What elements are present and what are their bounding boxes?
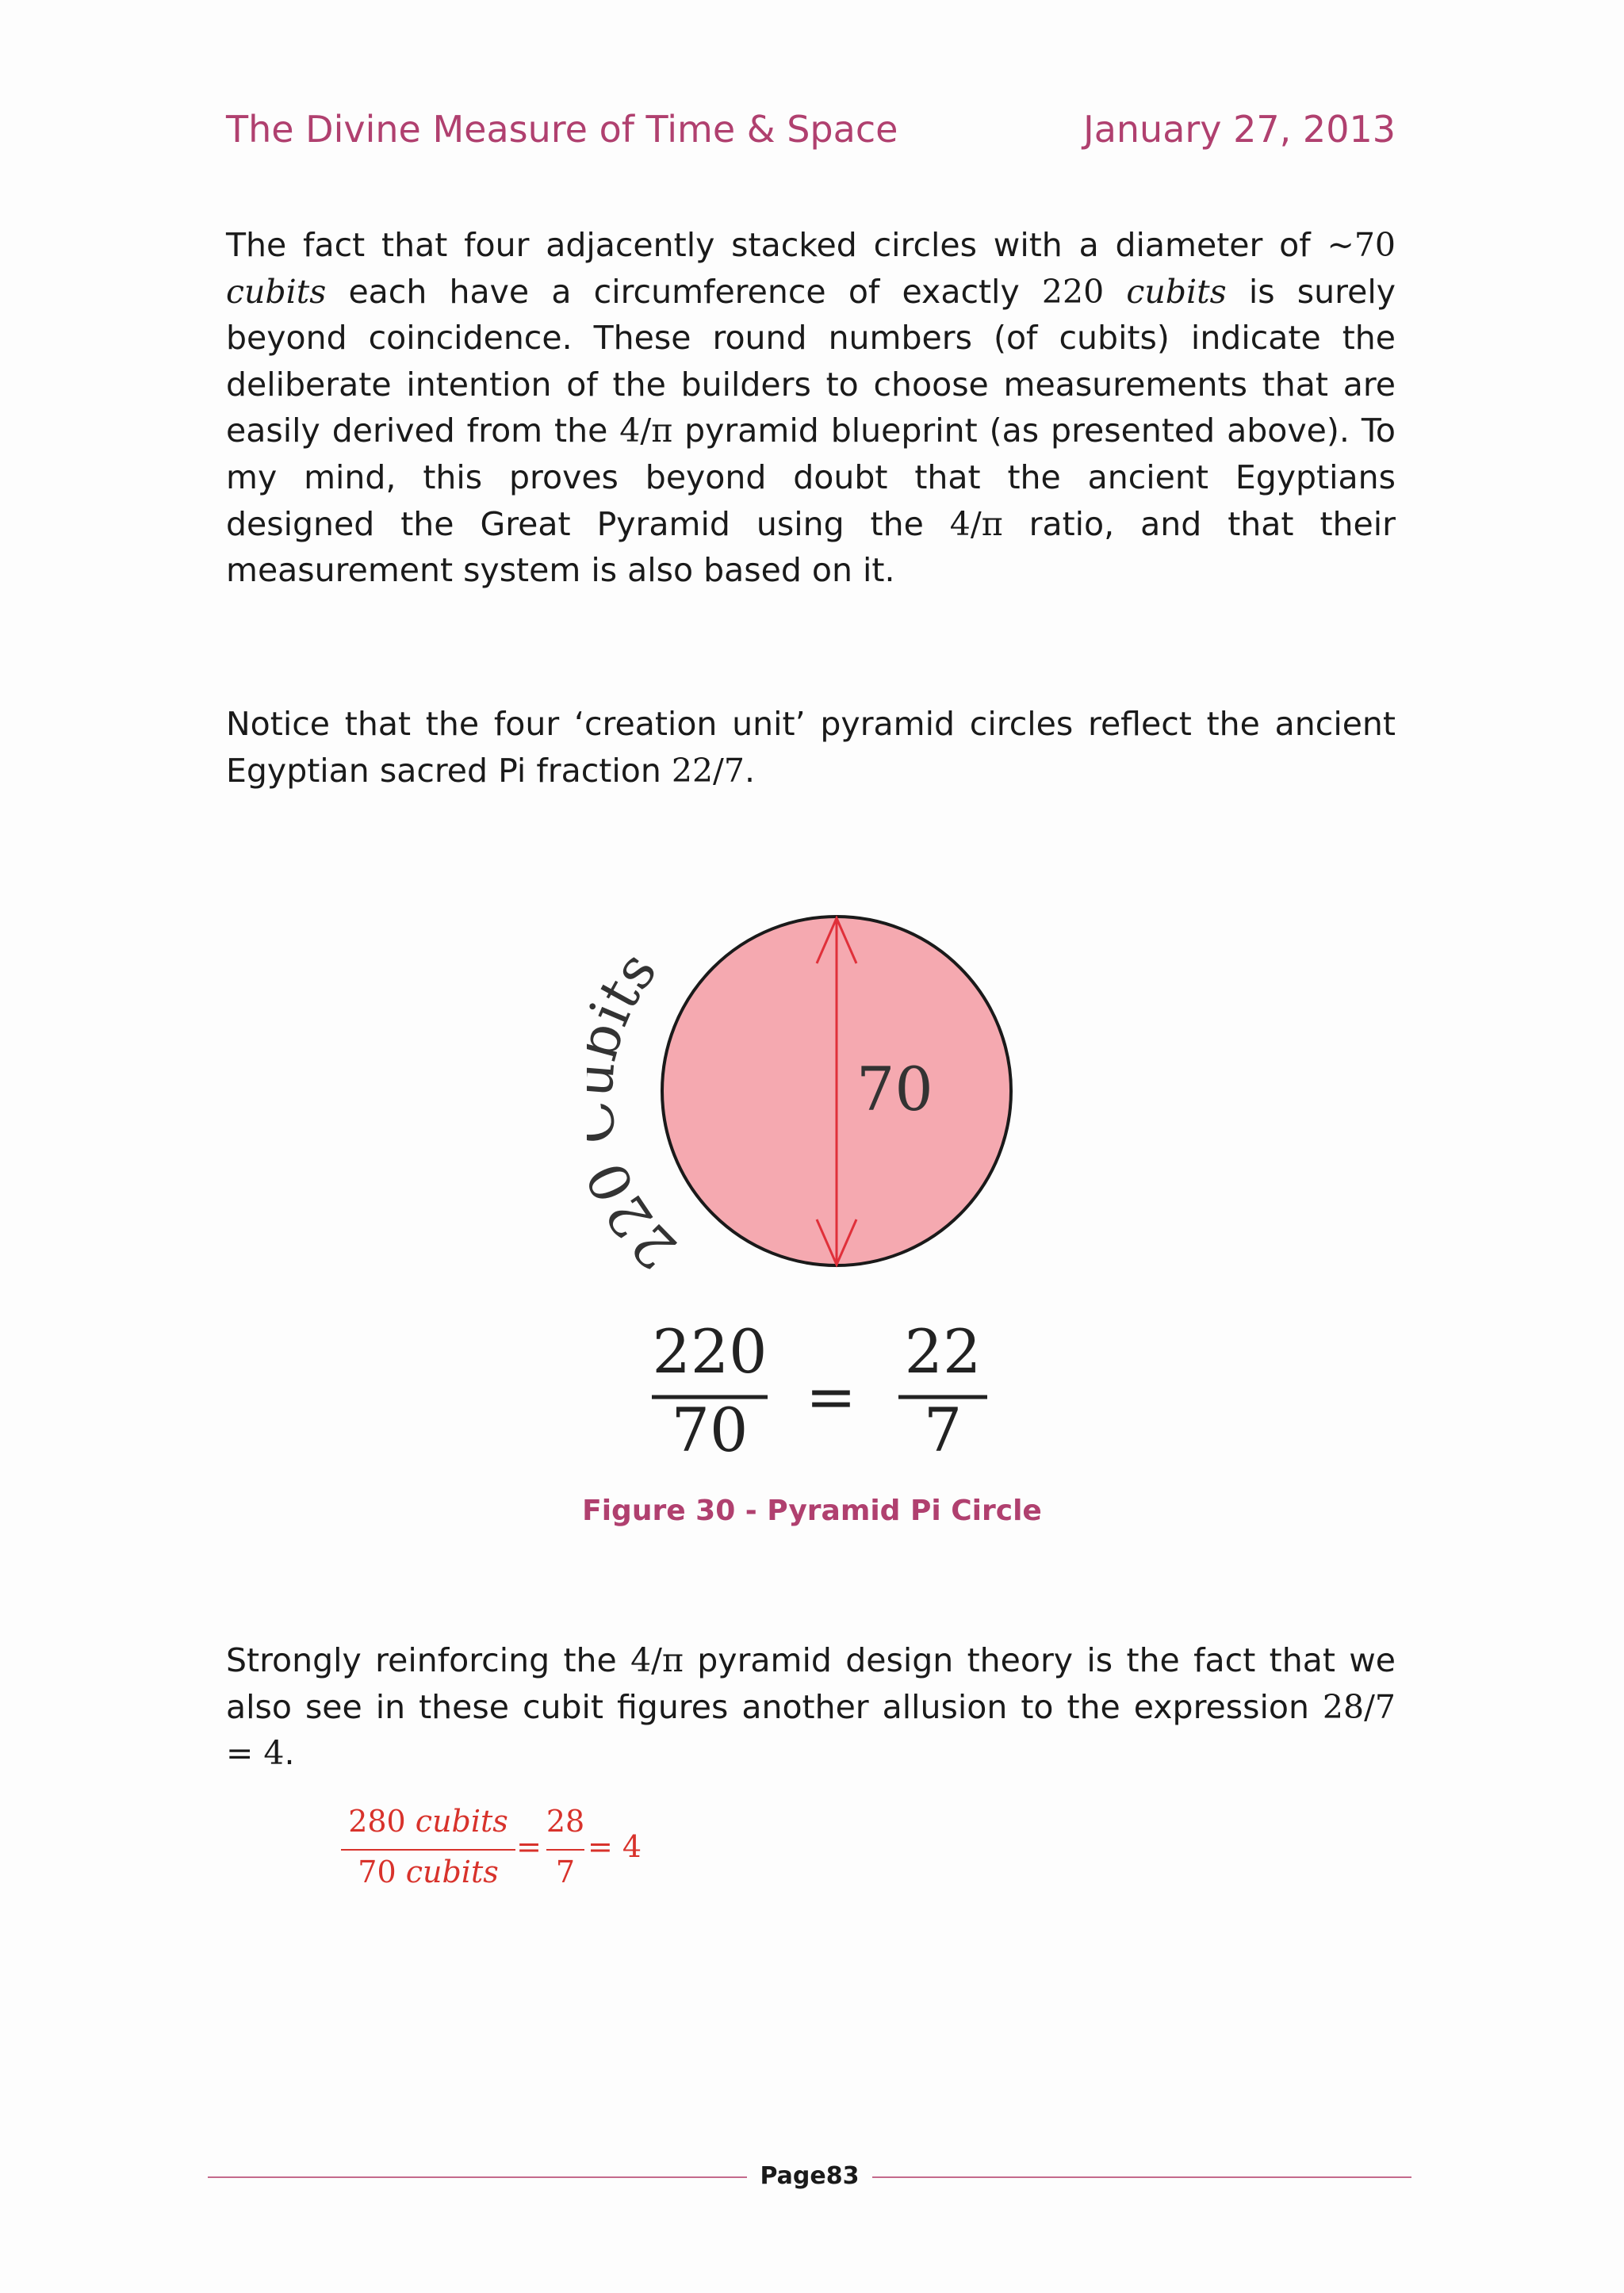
page-number: Page83 xyxy=(760,2162,860,2190)
page-header xyxy=(226,108,1396,155)
math-220-cubits xyxy=(1042,273,1227,311)
equation-fraction-bar-2 xyxy=(546,1849,584,1851)
fraction-left-denominator: 70 xyxy=(671,1395,749,1465)
math-22-over-7: 22/7 xyxy=(671,751,745,790)
text: ratio, and that their measurement system is also based on it. xyxy=(226,504,1396,590)
figure-caption: Figure 30 - Pyramid Pi Circle xyxy=(582,1495,1042,1527)
math-italic: cubits xyxy=(226,272,327,311)
paragraph-pi-fraction xyxy=(226,701,1396,794)
fraction-left-numerator: 220 xyxy=(652,1316,768,1387)
math-4-over-pi: 4/π xyxy=(619,412,673,450)
text: Strongly reinforcing the xyxy=(226,1641,631,1679)
paragraph-cubits-circumference xyxy=(226,222,1396,594)
math-italic: cubits xyxy=(1126,272,1227,311)
equation-denominator-2: 7 xyxy=(555,1855,576,1889)
math-28-over-7-equals-4: 28/7 = 4 xyxy=(226,1687,1396,1773)
fraction-right-numerator: 22 xyxy=(904,1316,982,1387)
equation-unit: cubits xyxy=(405,1855,499,1889)
equation-numerator-1-text: 280 cubits xyxy=(348,1804,508,1839)
text: The fact that four adjacently stacked circles with a diameter of xyxy=(226,226,1327,264)
footer-divider-left xyxy=(208,2176,747,2178)
equation-numerator-1 xyxy=(341,1804,515,1839)
fraction-equals: = xyxy=(806,1361,856,1432)
text: each have a circumference of exactly xyxy=(326,272,1042,311)
text: . xyxy=(284,1734,295,1773)
cubits-ratio-equation xyxy=(337,1804,686,1907)
math-text: ~70 xyxy=(1327,226,1396,264)
equation-numerator-2: 28 xyxy=(546,1804,585,1839)
equation-denominator-1 xyxy=(341,1855,515,1889)
paragraph-28-over-7 xyxy=(226,1637,1396,1777)
equation-unit: cubits xyxy=(415,1804,508,1839)
text: pyramid blueprint (as presented above). To my mind, this proves beyond doubt that the ancient Egyptians designed the Great Pyramid using the xyxy=(226,412,1396,543)
equation-result: = 4 xyxy=(588,1829,642,1864)
text: is surely beyond coincidence. These round numbers (of cubits) indicate the deliberate intention of the builders to choose measurements that are easily derived from the xyxy=(226,272,1396,450)
equation-fraction-bar-1 xyxy=(341,1849,515,1851)
footer-divider-right xyxy=(872,2176,1411,2178)
text: pyramid design theory is the fact that we also see in these cubit figures another allusion to the expression xyxy=(226,1641,1396,1726)
equation-denominator-1-text: 70 cubits xyxy=(358,1855,499,1889)
arc-label-text: 22 ts xyxy=(587,939,690,1282)
fraction-right-denominator: 7 xyxy=(923,1395,963,1465)
math-4-over-pi: 4/π xyxy=(949,504,1003,543)
text: Notice that the four ‘creation unit’ pyramid circles reflect the ancient Egyptian sacred Pi fraction xyxy=(226,705,1396,790)
math-text: 220 xyxy=(1041,272,1127,311)
figure-graphic xyxy=(587,904,1031,1475)
pyramid-pi-circle-figure xyxy=(587,904,1031,1475)
math-4-over-pi: 4/π xyxy=(630,1641,684,1679)
diameter-label: 70 xyxy=(856,1054,933,1124)
equation-equals-1: = xyxy=(516,1829,542,1864)
document-title: The Divine Measure of Time & Space xyxy=(226,108,898,151)
document-date: January 27, 2013 xyxy=(1083,108,1396,151)
text: . xyxy=(744,751,755,790)
